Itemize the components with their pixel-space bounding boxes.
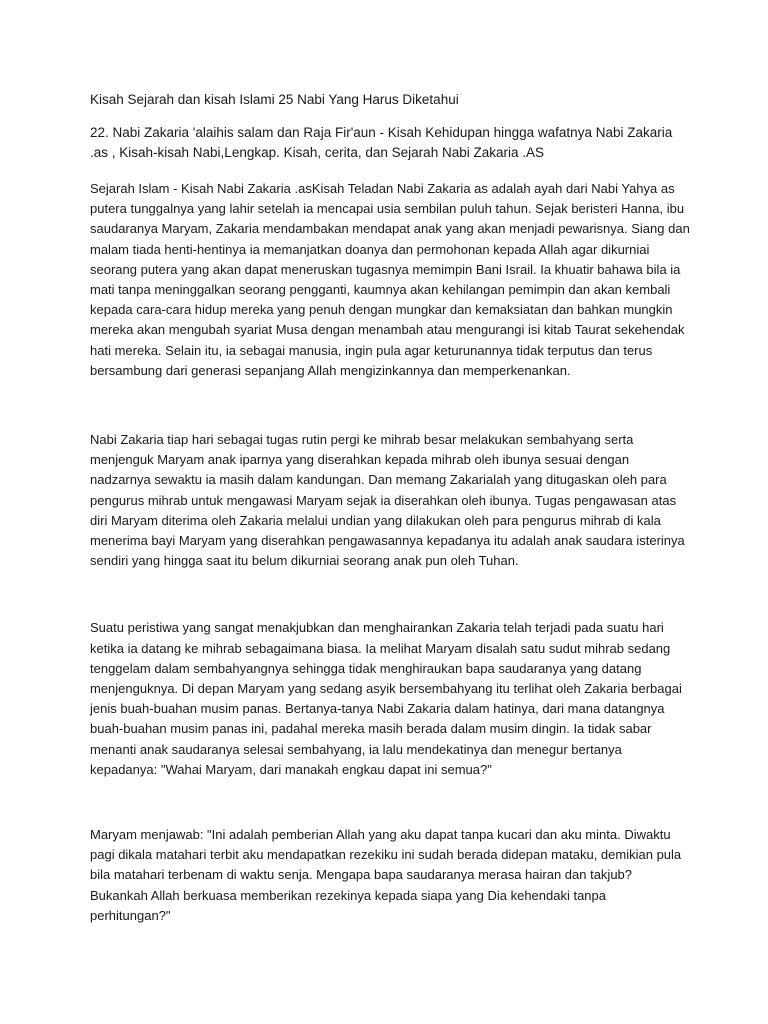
document-subtitle: 22. Nabi Zakaria 'alaihis salam dan Raja Fir'aun - Kisah Kehidupan hingga wafatnya Nabi Zakaria .as , Kisah-kisah Nabi,Lengkap. Kisah, cerita, dan Sejarah Nabi Zakaria .AS <box>90 125 673 160</box>
paragraph-2: Nabi Zakaria tiap hari sebagai tugas rutin pergi ke mihrab besar melakukan sembahyang serta menjenguk Maryam anak iparnya yang diserahkan kepada mihrab oleh ibunya sesuai dengan nadzarnya sewaktu ia masih dalam kandungan. Dan memang Zakarialah yang ditugaskan oleh para pengurus mihrab untuk mengawasi Maryam sejak ia diserahkan oleh ibunya. Tugas pengawasan atas diri Maryam diterima oleh Zakaria melalui undian yang dilakukan oleh para pengurus mihrab di kala menerima bayi Maryam yang diserahkan pengawasannya kepadanya itu adalah anak saudara isterinya sendiri yang hingga saat itu belum dikurniai seorang anak pun oleh Tuhan. <box>90 432 685 569</box>
paragraph-1: Sejarah Islam - Kisah Nabi Zakaria .asKisah Teladan Nabi Zakaria as adalah ayah dari Nabi Yahya as putera tunggalnya yang lahir setelah ia mencapai usia sembilan puluh tahun. Sejak beristeri Hanna, ibu saudaranya Maryam, Zakaria mendambakan mendapat anak yang akan menjadi pewarisnya. Siang dan malam tiada henti-hentinya ia memanjatkan doanya dan permohonan kepada Allah agar dikurniai seorang putera yang akan dapat meneruskan tugasnya memimpin Bani Israil. Ia khuatir bahawa bila ia mati tanpa meninggalkan seorang pengganti, kaumnya akan kehilangan pemimpin dan akan kembali kepada cara-cara hidup mereka yang penuh dengan mungkar dan kemaksiatan dan bahkan mungkin mereka akan mengubah syariat Musa dengan menambah atau mengurangi isi kitab Taurat sekehendak hati mereka. Selain itu, ia sebagai manusia, ingin pula agar keturunannya tidak terputus dan terus bersambung dari generasi sepanjang Allah mengizinkannya dan memperkenankan. <box>90 181 690 378</box>
paragraph-3: Suatu peristiwa yang sangat menakjubkan dan menghairankan Zakaria telah terjadi pada suatu hari ketika ia datang ke mihrab sebagaimana biasa. Ia melihat Maryam disalah satu sudut mihrab sedang tenggelam dalam sembahyangnya sehingga tidak menghiraukan bapa saudaranya yang datang menjenguknya. Di depan Maryam yang sedang asyik bersembahyang itu terlihat oleh Zakaria berbagai jenis buah-buahan musim panas. Bertanya-tanya Nabi Zakaria dalam hatinya, dari mana datangnya buah-buahan musim panas ini, padahal mereka masih berada dalam musim dingin. Ia tidak sabar menanti anak saudaranya selesai sembahyang, ia lalu mendekatinya dan menegur bertanya kepadanya: "Wahai Maryam, dari manakah engkau dapat ini semua?" <box>90 620 682 777</box>
paragraph-4: Maryam menjawab: "Ini adalah pemberian Allah yang aku dapat tanpa kucari dan aku minta. Diwaktu pagi dikala matahari terbit aku mendapatkan rezekiku ini sudah berada didepan mataku, demikian pula bila matahari terbenam di waktu senja. Mengapa bapa saudaranya merasa hairan dan takjub? Bukankah Allah berkuasa memberikan rezekinya kepada siapa yang Dia kehendaki tanpa perhitungan?" <box>90 827 682 923</box>
document-body <box>90 90 690 926</box>
document-title: Kisah Sejarah dan kisah Islami 25 Nabi Yang Harus Diketahui <box>90 92 459 107</box>
